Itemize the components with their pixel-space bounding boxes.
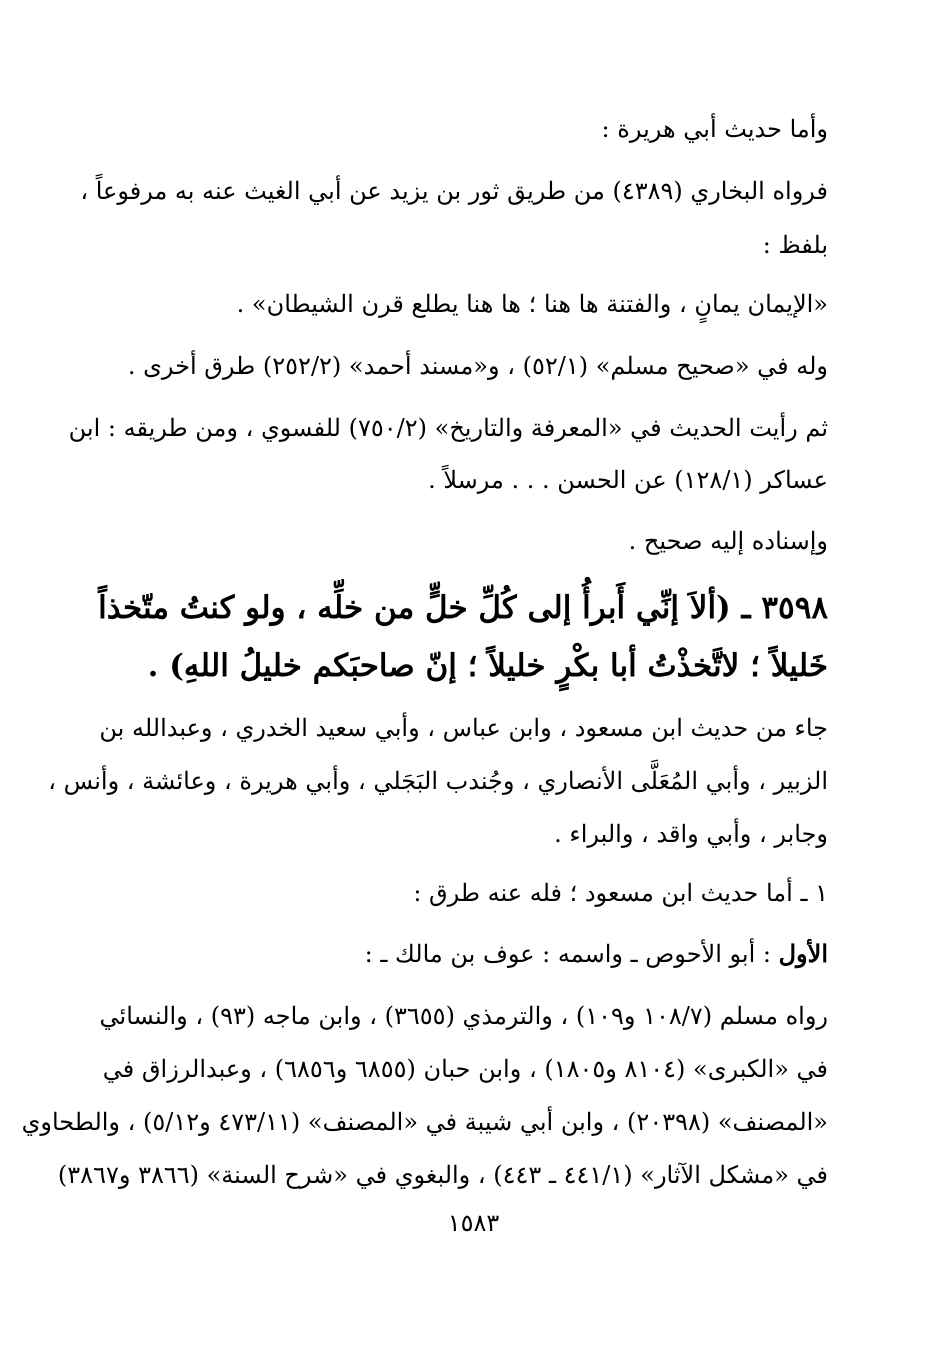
text-line: وإسناده إليه صحيح . <box>628 527 828 555</box>
text-line: ثم رأيت الحديث في «المعرفة والتاريخ» (٧٥٠/٢) للفسوي ، ومن طريقه : ابن <box>68 414 828 442</box>
book-page <box>21 0 828 1357</box>
text-line: رواه مسلم (١٠٨/٧ و١٠٩) ، والترمذي (٣٦٥٥) ، وابن ماجه (٩٣) ، والنسائي <box>99 1002 828 1030</box>
text-line: الزبير ، وأبي المُعَلَّى الأنصاري ، وجُندب البَجَلي ، وأبي هريرة ، وعائشة ، وأنس ، <box>48 767 828 795</box>
text-line: وأما حديث أبي هريرة : <box>601 115 828 143</box>
text-line: فرواه البخاري (٤٣٨٩) من طريق ثور بن يزيد عن أبي الغيث عنه به مرفوعاً ، <box>80 177 828 205</box>
subsection-rest: : أبو الأحوص ـ واسمه : عوف بن مالك ـ : <box>364 940 779 968</box>
subsection-line <box>108 937 828 971</box>
text-line: جاء من حديث ابن مسعود ، وابن عباس ، وأبي سعيد الخدري ، وعبدالله بن <box>99 714 828 742</box>
hadith-heading-line: ٣٥٩٨ ـ (ألاَ إنِّي أَبرأُ إلى كُلِّ خلٍّ من خلِّه ، ولو كنتُ متّخذاً <box>98 590 828 626</box>
text-line: في «مشكل الآثار» (٤٤١/١ ـ ٤٤٣) ، والبغوي في «شرح السنة» (٣٨٦٦ و٣٨٦٧) <box>57 1161 828 1189</box>
text-line: عساكر (١٢٨/١) عن الحسن . . . مرسلاً . <box>428 466 828 494</box>
text-line: وجابر ، وأبي واقد ، والبراء . <box>554 820 828 848</box>
text-line: بلفظ : <box>762 231 828 259</box>
quoted-hadith-line: «الإيمان يمانٍ ، والفتنة ها هنا ؛ ها هنا يطلع قرن الشيطان» . <box>236 290 828 318</box>
subsection-lead: الأول <box>778 939 828 968</box>
text-line: في «الكبرى» (٨١٠٤ و١٨٠٥) ، وابن حبان (٦٨٥٥ و٦٨٥٦) ، وعبدالرزاق في <box>102 1055 828 1083</box>
text-line: «المصنف» (٢٠٣٩٨) ، وابن أبي شيبة في «المصنف» (٤٧٣/١١ و٥/١٢) ، والطحاوي <box>21 1108 828 1136</box>
hadith-heading-line: خَليلاً ؛ لاتَّخذْتُ أبا بكْرٍ خليلاً ؛ إنّ صاحبَكم خليلُ اللهِ) . <box>147 648 828 684</box>
text-line: وله في «صحيح مسلم» (٥٢/١) ، و«مسند أحمد» (٢٥٢/٢) طرق أخرى . <box>127 352 828 380</box>
section-heading-line: ١ ـ أما حديث ابن مسعود ؛ فله عنه طرق : <box>413 879 828 907</box>
page-number: ١٥٨٣ <box>447 1209 500 1237</box>
